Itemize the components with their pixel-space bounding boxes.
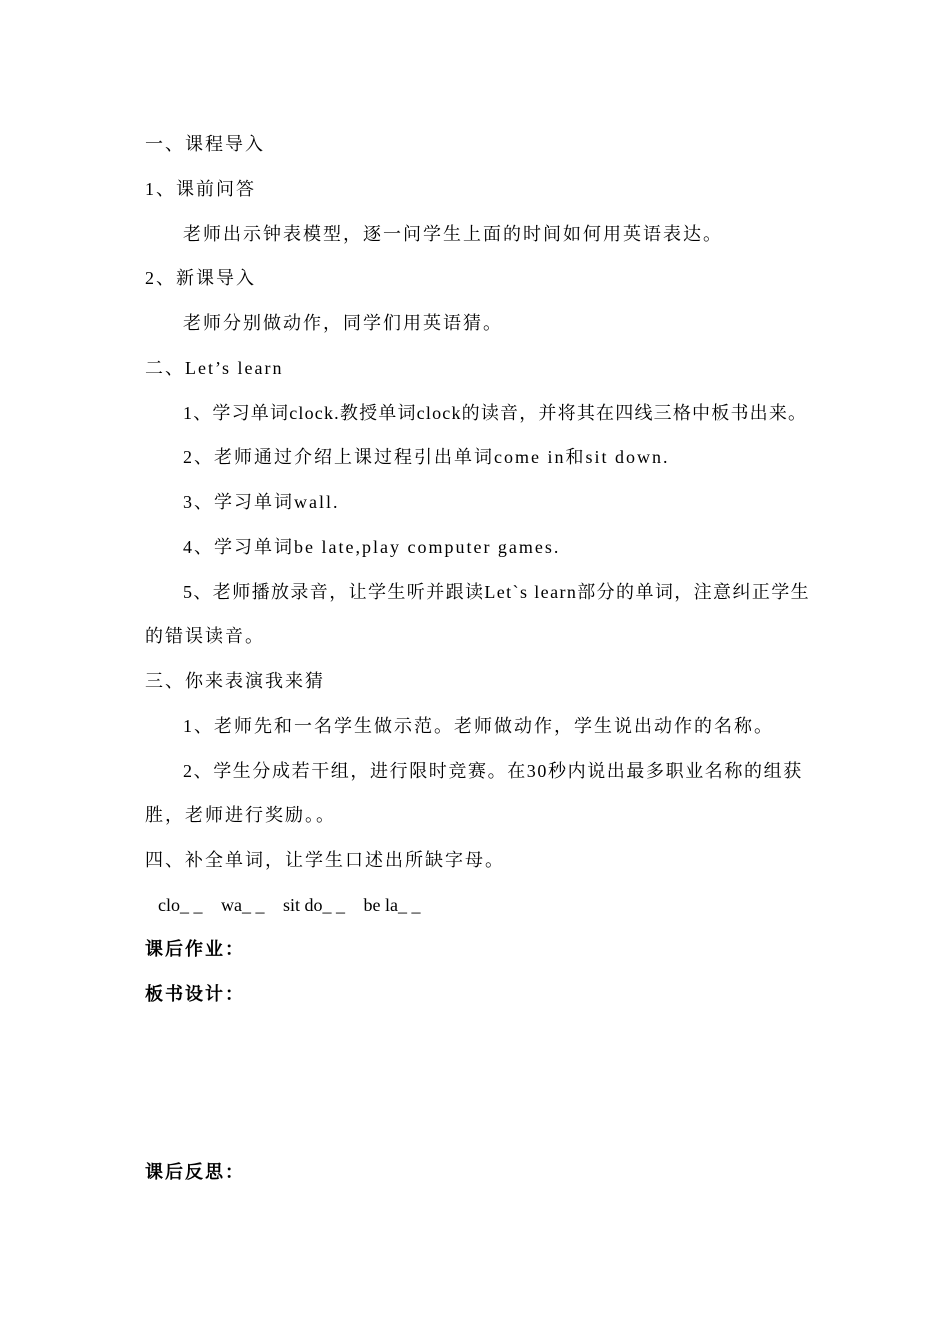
- list-item: 2、老师通过介绍上课过程引出单词come in和sit down.: [183, 447, 670, 467]
- paragraph: 老师出示钟表模型，逐一问学生上面的时间如何用英语表达。: [183, 224, 723, 244]
- list-item: 1、学习单词clock.教授单词clock的读音，并将其在四线三格中板书出来。: [183, 403, 808, 423]
- word-blank: wa_ _: [221, 895, 265, 915]
- paragraph: 老师分别做动作，同学们用英语猜。: [183, 313, 503, 333]
- homework-label: 课后作业：: [145, 939, 245, 959]
- board-design-label: 板书设计：: [145, 984, 245, 1004]
- word-blank: clo_ _: [158, 895, 203, 915]
- list-item: 3、学习单词wall.: [183, 492, 340, 512]
- subheading-pre-class-qa: 1、课前问答: [145, 179, 256, 199]
- section-heading-intro: 一、课程导入: [145, 134, 265, 154]
- word-blanks-row: [158, 893, 435, 917]
- list-item: 5、老师播放录音，让学生听并跟读Let`s learn部分的单词，注意纠正学生: [183, 582, 811, 602]
- paragraph-continuation: 的错误读音。: [145, 626, 265, 646]
- word-blank: sit do_ _: [283, 895, 346, 915]
- list-item: 1、老师先和一名学生做示范。老师做动作，学生说出动作的名称。: [183, 716, 774, 736]
- paragraph-continuation: 胜，老师进行奖励。。: [145, 805, 336, 825]
- section-heading-guess-game: 三、你来表演我来猜: [145, 671, 325, 691]
- subheading-new-lesson: 2、新课导入: [145, 268, 256, 288]
- section-heading-lets-learn: 二、Let’s learn: [145, 358, 284, 378]
- word-blank: be la_ _: [363, 895, 421, 915]
- reflection-label: 课后反思：: [145, 1162, 245, 1182]
- list-item: 4、学习单词be late,play computer games.: [183, 537, 561, 557]
- section-heading-complete-words: 四、补全单词，让学生口述出所缺字母。: [145, 850, 505, 870]
- list-item: 2、学生分成若干组，进行限时竞赛。在30秒内说出最多职业名称的组获: [183, 761, 803, 781]
